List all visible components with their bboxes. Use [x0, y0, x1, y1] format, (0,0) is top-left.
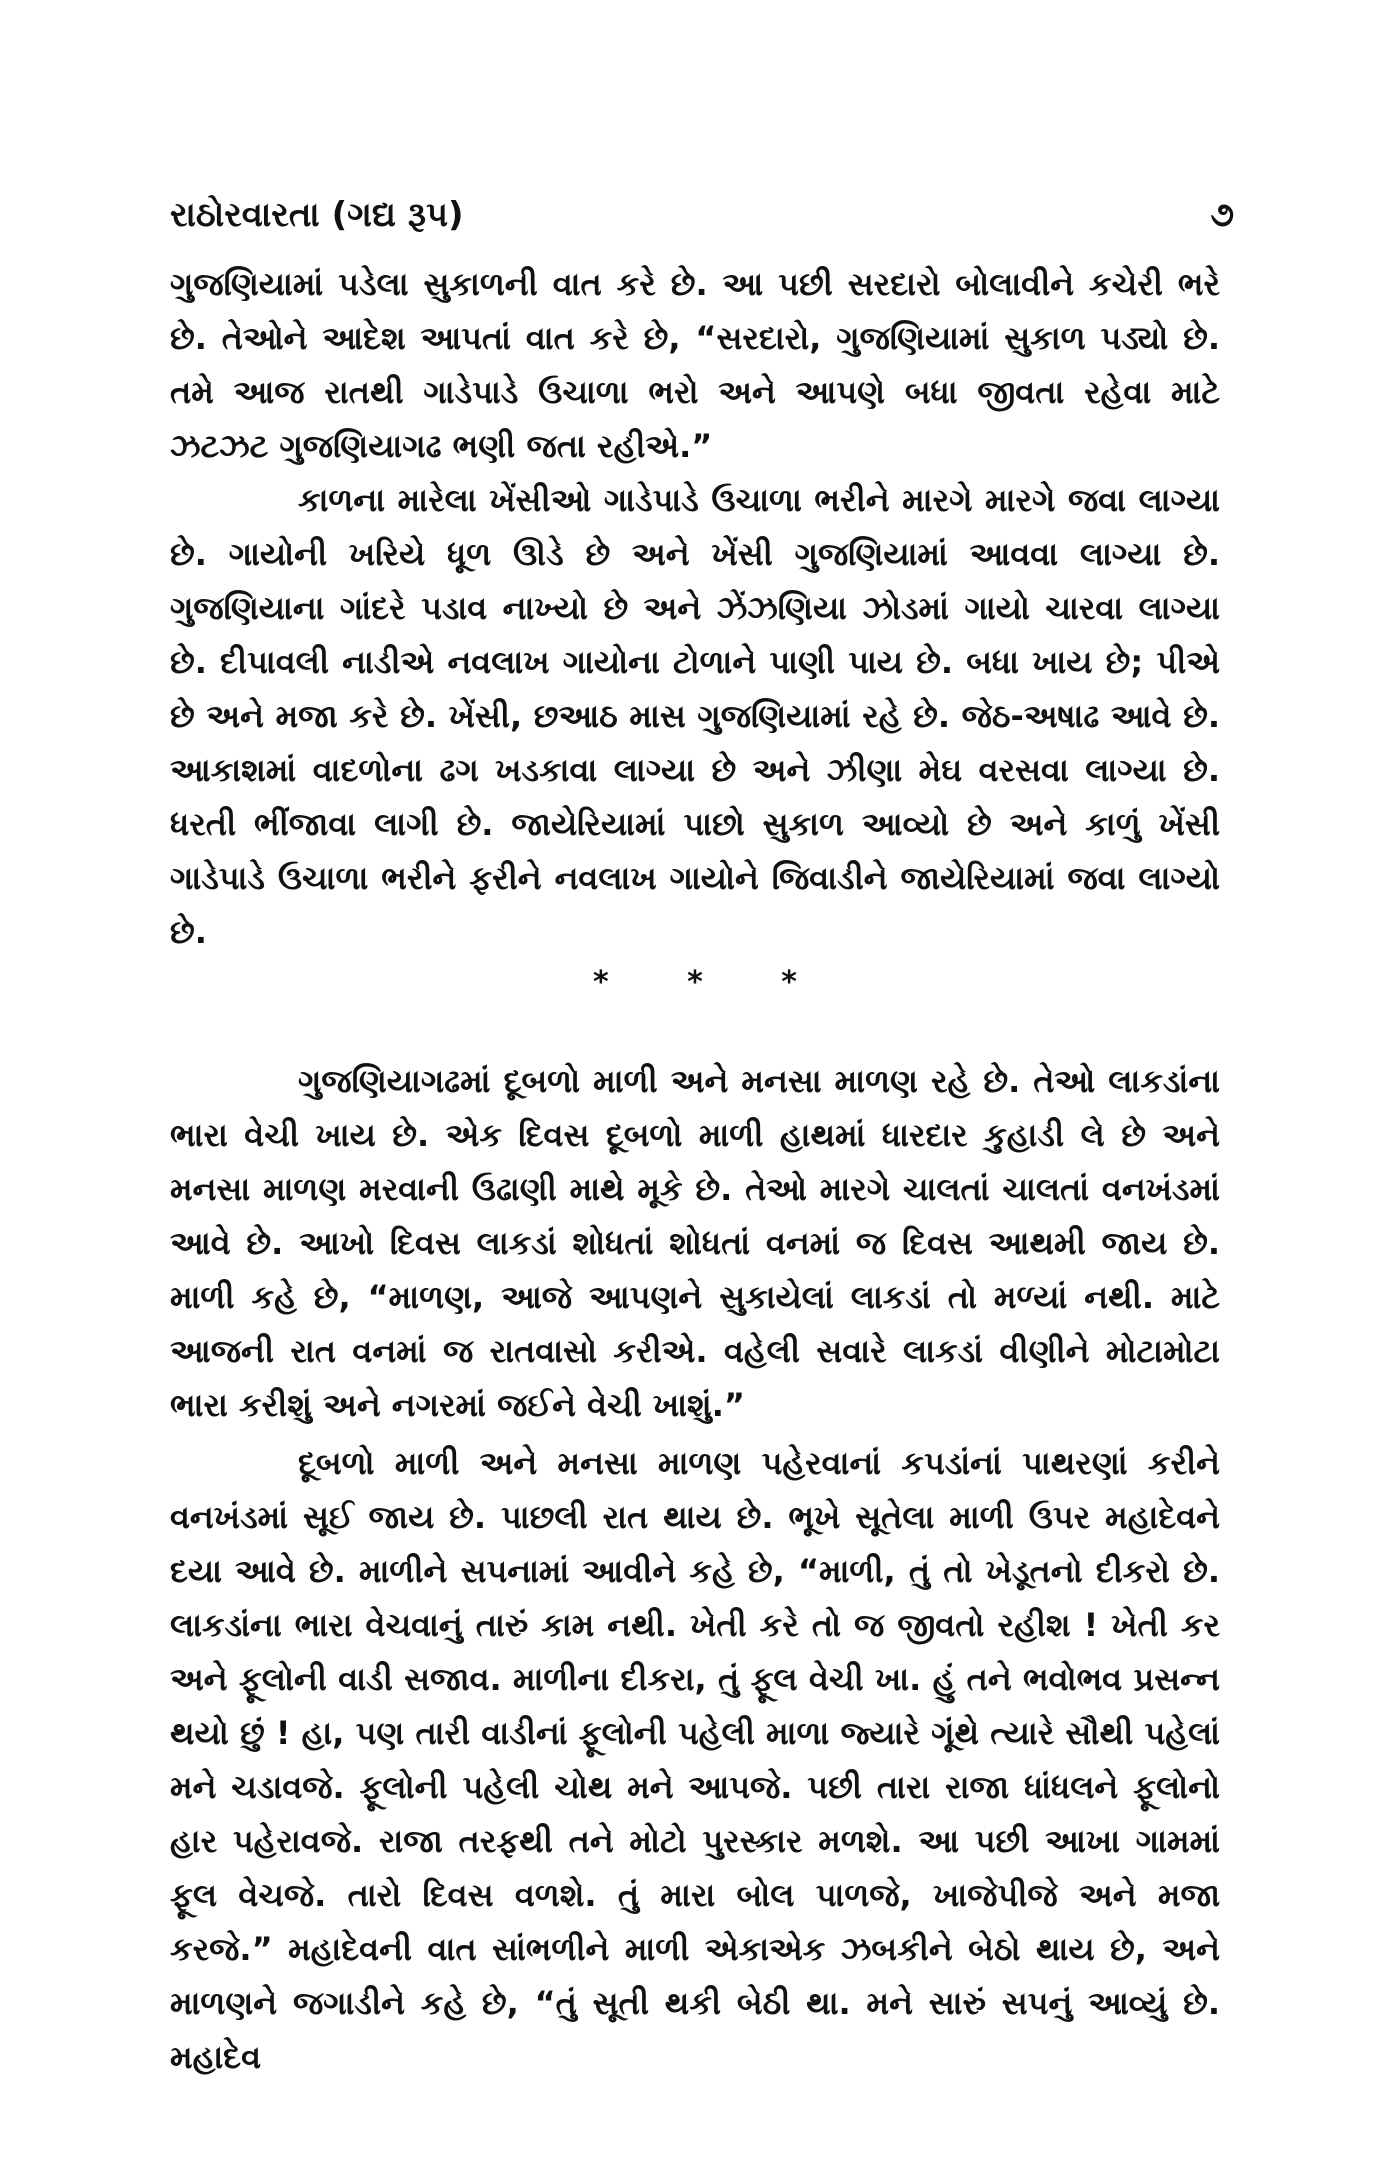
book-page: [170, 195, 1234, 2084]
running-title: રાઠોરવારતા (ગદ્ય રૂપ): [170, 195, 464, 235]
page-number: ૭: [1210, 195, 1234, 235]
paragraph-1: ગુજણિયામાં પડેલા સુકાળની વાત કરે છે. આ પછી સરદારો બોલાવીને કચેરી ભરે છે. તેઓને આદેશ આપતાં વાત કરે છે, “સરદારો, ગુજણિયામાં સુકાળ પડ્યો છે. તમે આજ રાતથી ગાડેપાડે ઉચાળા ભરો અને આપણે બધા જીવતા રહેવા માટે ઝટઝટ ગુજણિયાગઢ ભણી જતા રહીએ.”: [170, 265, 1220, 465]
paragraph-4: દૂબળો માળી અને મનસા માળણ પહેરવાનાં કપડાંનાં પાથરણાં કરીને વનખંડમાં સૂઈ જાય છે. પાછલી રાત થાય છે. ભૂખે સૂતેલા માળી ઉપર મહાદેવને દયા આવે છે. માળીને સપનામાં આવીને કહે છે, “માળી, તું તો ખેડૂતનો દીકરો છે. લાકડાંના ભારા વેચવાનું તારું કામ નથી. ખેતી કરે તો જ જીવતો રહીશ ! ખેતી કર અને ફૂલોની વાડી સજાવ. માળીના દીકરા, તું ફૂલ વેચી ખા. હું તને ભવોભવ પ્રસન્ન થયો છું ! હા, પણ તારી વાડીનાં ફૂલોની પહેલી માળા જ્યારે ગૂંથે ત્યારે સૌથી પહેલાં મને ચડાવજે. ફૂલોની પહેલી ચોથ મને આપજે. પછી તારા રાજા ધાંધલને ફૂલોનો હાર પહેરાવજે. રાજા તરફથી તને મોટો પુરસ્કાર મળશે. આ પછી આખા ગામમાં ફૂલ વેચજે. તારો દિવસ વળશે. તું મારા બોલ પાળજે, ખાજેપીજે અને મજા કરજે.” મહાદેવની વાત સાંભળીને માળી એકાએક ઝબકીને બેઠો થાય છે, અને માળણને જગાડીને કહે છે, “તું સૂતી થકી બેઠી થા. મને સારું સપનું આવ્યું છે. મહાદેવ: [170, 1444, 1220, 2076]
paragraph-3: ગુજણિયાગઢમાં દૂબળો માળી અને મનસા માળણ રહે છે. તેઓ લાકડાંના ભારા વેચી ખાય છે. એક દિવસ દૂબળો માળી હાથમાં ધારદાર કુહાડી લે છે અને મનસા માળણ મરવાની ઉઢાણી માથે મૂકે છે. તેઓ મારગે ચાલતાં ચાલતાં વનખંડમાં આવે છે. આખો દિવસ લાકડાં શોધતાં શોધતાં વનમાં જ દિવસ આથમી જાય છે. માળી કહે છે, “માળણ, આજે આપણને સુકાયેલાં લાકડાં તો મળ્યાં નથી. માટે આજની રાત વનમાં જ રાતવાસો કરીએ. વહેલી સવારે લાકડાં વીણીને મોટામોટા ભારા કરીશું અને નગરમાં જઈને વેચી ખાશું.”: [170, 1062, 1220, 1424]
section-separator: * * *: [593, 965, 831, 1000]
paragraph-2: કાળના મારેલા ખેંસીઓ ગાડેપાડે ઉચાળા ભરીને મારગે મારગે જવા લાગ્યા છે. ગાયોની ખરિયે ધૂળ ઊડે છે અને ખેંસી ગુજણિયામાં આવવા લાગ્યા છે. ગુજણિયાના ગાંદરે પડાવ નાખ્યો છે અને ઝેંઝણિયા ઝોડમાં ગાયો ચારવા લાગ્યા છે. દીપાવલી નાડીએ નવલાખ ગાયોના ટોળાને પાણી પાય છે. બધા ખાય છે; પીએ છે અને મજા કરે છે. ખેંસી, છઆઠ માસ ગુજણિયામાં રહે છે. જેઠ-અષાઢ આવે છે. આકાશમાં વાદળોના ઢગ ખડકાવા લાગ્યા છે અને ઝીણા મેઘ વરસવા લાગ્યા છે. ધરતી ભીંજાવા લાગી છે. જાયેરિયામાં પાછો સુકાળ આવ્યો છે અને કાળું ખેંસી ગાડેપાડે ઉચાળા ભરીને ફરીને નવલાખ ગાયોને જિવાડીને જાયેરિયામાં જવા લાગ્યો છે.: [170, 481, 1220, 951]
running-header: [170, 195, 1234, 235]
